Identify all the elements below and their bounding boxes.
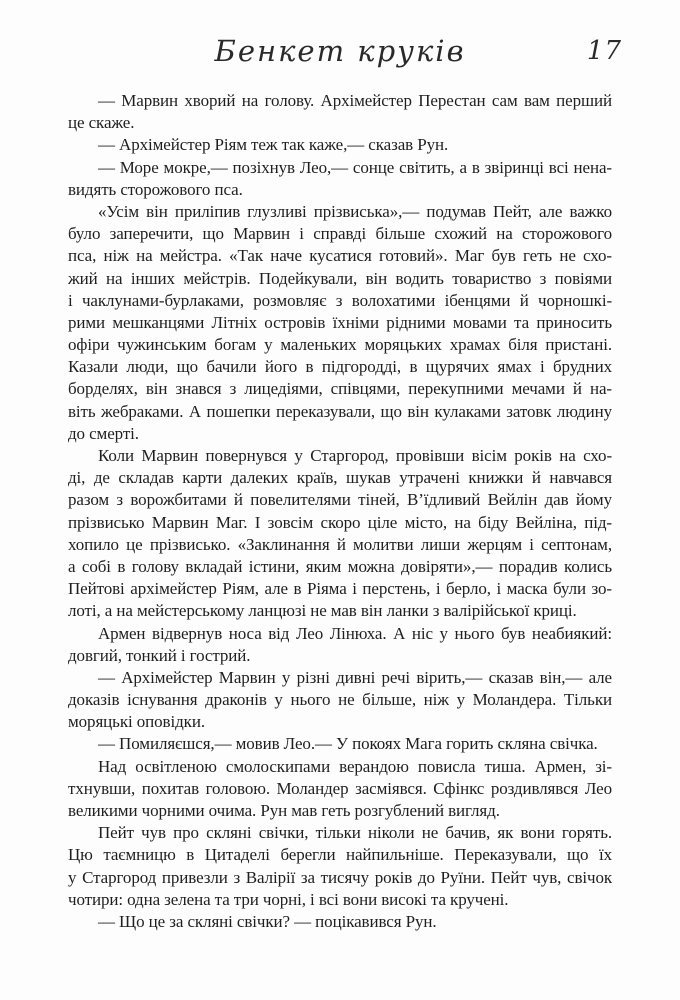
running-title: Бенкет круків: [214, 34, 466, 68]
paragraph: [68, 756, 612, 823]
text-line: — Архімейстер Ріям теж так каже,— сказав Рун.: [98, 135, 449, 155]
paragraph: [68, 201, 612, 445]
text-line: офіри чужинським богам у маленьких моряцьких храмах біля пристані.: [68, 335, 612, 355]
text-line: довгий, тонкий і гострий.: [68, 645, 251, 665]
text-line: — Помиляєшся,— мовив Лео.— У покоях Мага горить скляна свічка.: [98, 734, 598, 754]
text-line: разом з ворожбитами й повелителями тіней, В’їдливий Вейлін дав йому: [68, 490, 612, 510]
text-line: прізвисько Марвин Маг. І зовсім скоро ціле місто, на біду Вейліна, під-: [68, 512, 612, 532]
page-number: 17: [586, 36, 622, 66]
text-line: у Старгород привезли з Валірії за тисячу років до Руїни. Пейт чув, свічок: [68, 867, 612, 887]
text-line: моряцькі оповідки.: [68, 712, 205, 732]
text-line: — Море мокре,— позіхнув Лео,— сонце світить, а в звіринці всі нена-: [98, 157, 612, 177]
page-header: [0, 34, 680, 82]
text-line: хопило це прізвисько. «Заклинання й молитви лиши жерцям і септонам,: [68, 534, 612, 554]
paragraph: [68, 822, 612, 911]
paragraph: [68, 667, 612, 734]
text-line: було заперечити, що Марвин і справді більше схожий на сторожового: [68, 224, 612, 244]
text-line: Пейт чув про скляні свічки, тільки ніколи не бачив, як вони горять.: [98, 823, 612, 843]
text-line: Коли Марвин повернувся у Старгород, провівши вісім років на схо-: [98, 446, 612, 465]
paragraph: [68, 445, 612, 623]
text-line: — Марвин хворий на голову. Архімейстер Перестан сам вам перший: [98, 91, 612, 110]
text-line: — Архімейстер Марвин у різні дивні речі вірить,— сказав він,— але: [98, 667, 612, 687]
text-line: віть жебраками. А пошепки переказували, що він кулаками затовк людину: [68, 401, 612, 421]
paragraph: [68, 733, 612, 755]
text-line: доказів існування драконів у нього не більше, ніж у Моландера. Тільки: [68, 690, 612, 710]
text-line: видять сторожового пса.: [68, 179, 243, 199]
text-line: до смерті.: [68, 423, 139, 443]
text-line: — Що це за скляні свічки? — поцікавився Рун.: [98, 911, 437, 931]
paragraph: [68, 623, 612, 667]
text-line: ді, де складав карти далеких країв, шукав утрачені книжки й навчався: [68, 468, 612, 488]
text-line: лоті, а на мейстерському ланцюзі не мав він ланки з валірійської криці.: [68, 601, 577, 621]
paragraph: [68, 157, 612, 201]
text-line: Армен відвернув носа від Лео Лінюха. А ніс у нього був неабиякий:: [98, 623, 612, 643]
paragraph: [68, 911, 612, 933]
text-line: це скаже.: [68, 113, 135, 133]
text-line: Цю таємницю в Цитаделі берегли найпильніше. Переказували, що їх: [68, 845, 612, 865]
paragraph: [68, 90, 612, 134]
text-line: жий на інших мейстрів. Подейкували, він водить товариство з повіями: [68, 268, 612, 288]
text-line: борделях, він знався з лицедіями, співцями, перекупними мечами й на-: [68, 379, 612, 399]
text-line: і чаклунами-бурлаками, розмовляє з волохатими ібенцями й чорношкі-: [68, 290, 612, 310]
text-line: рими мешканцями Літніх островів їхніми рідними мовами та приносить: [68, 312, 612, 332]
text-line: тхнувши, похитав головою. Моландер засміявся. Сфінкс роздивлявся Лео: [68, 778, 612, 798]
text-line: а собі в голову вкладай істини, яким можна довіряти»,— порадив колись: [68, 556, 612, 576]
text-line: пса, ніж на мейстра. «Так наче кусатися готовий». Маг був геть не схо-: [68, 246, 612, 266]
text-line: великими чорними очима. Рун мав геть розгублений вигляд.: [68, 801, 500, 820]
text-line: Над освітленою смолоскипами верандою повисла тиша. Армен, зі-: [98, 756, 612, 776]
text-line: Пейтові архімейстер Ріям, але в Ріяма і перстень, і берло, і маска були зо-: [68, 579, 612, 599]
text-line: «Усім він приліпив глузливі прізвиська»,— подумав Пейт, але важко: [98, 201, 612, 221]
text-line: Казали люди, що бачили його в підгородді, в щурячих ямах і брудних: [68, 357, 612, 377]
page-body: [68, 90, 612, 933]
paragraph: [68, 134, 612, 156]
text-line: чотири: одна зелена та три чорні, і всі вони високі та кручені.: [68, 889, 509, 909]
